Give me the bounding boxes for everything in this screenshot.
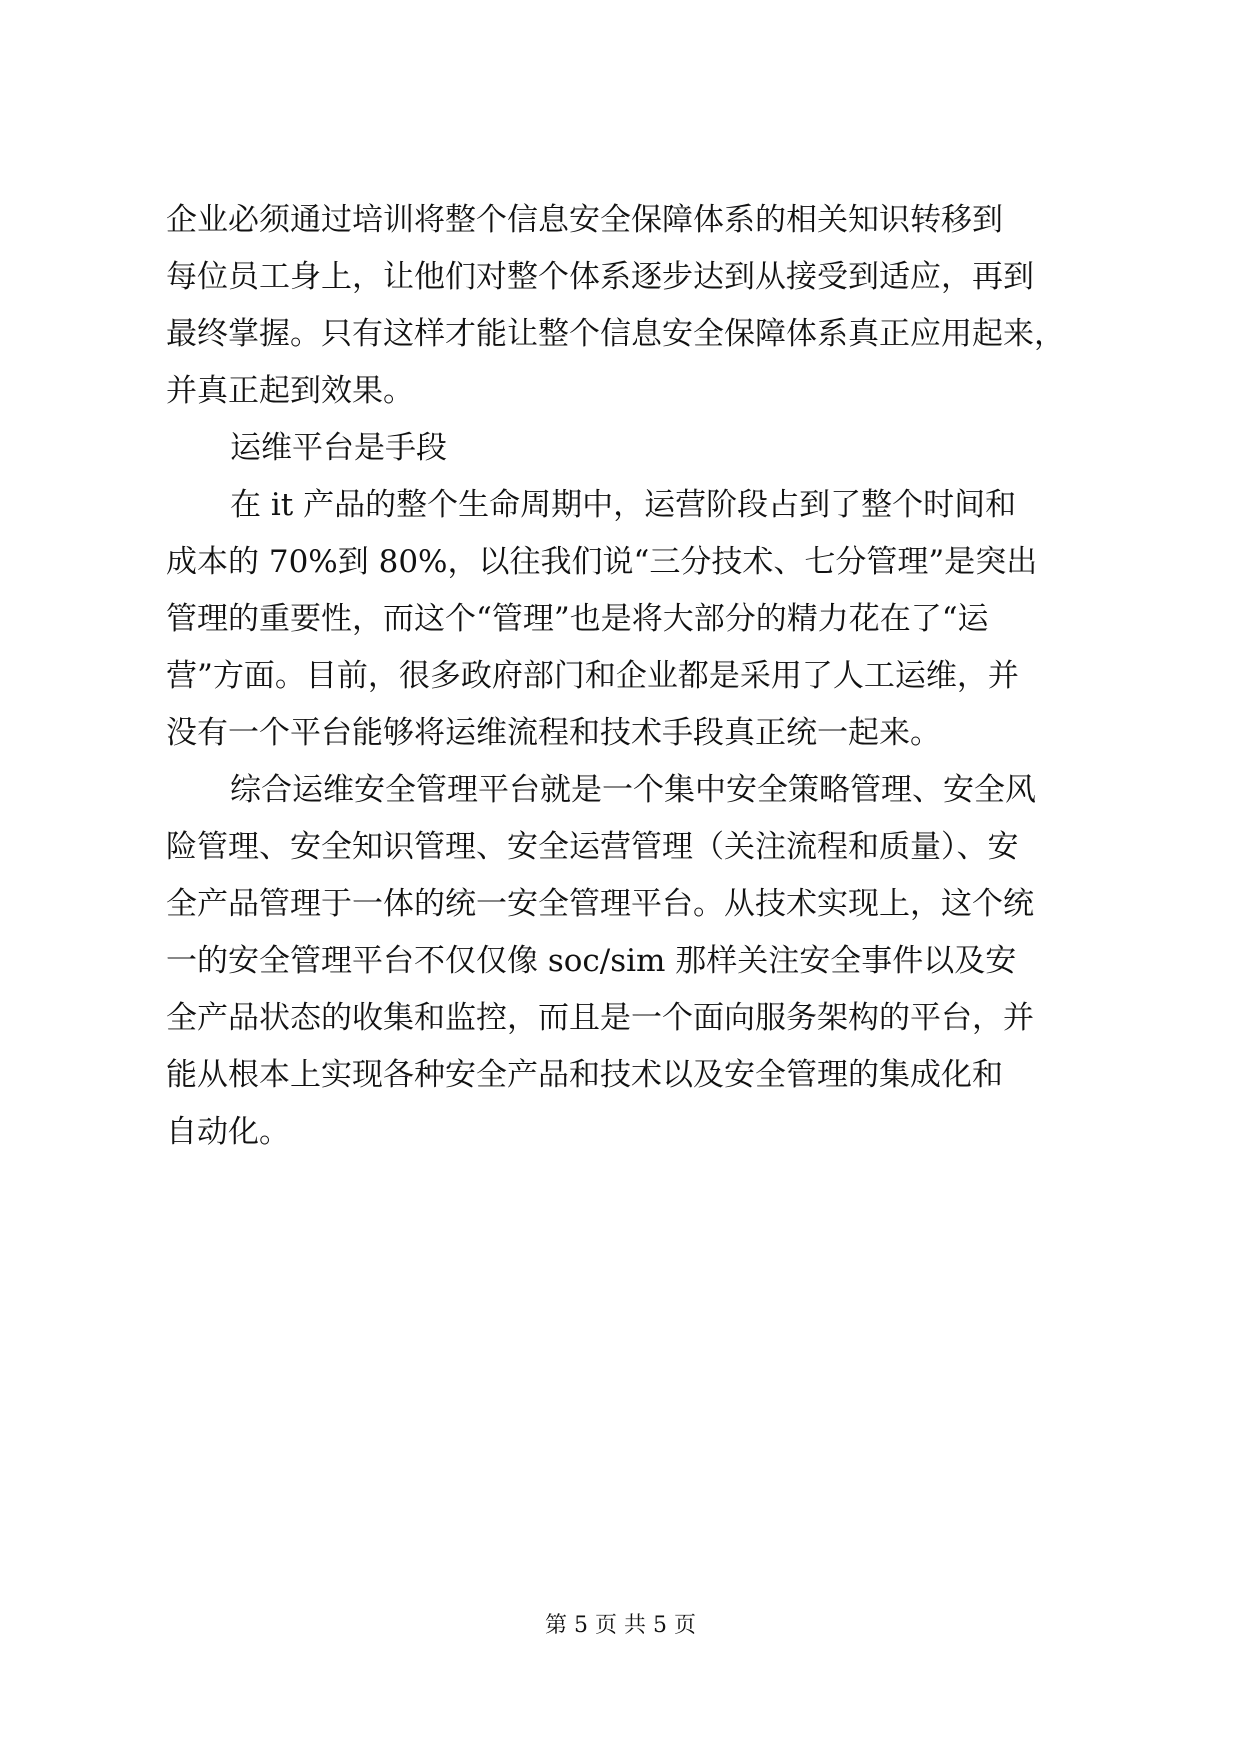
text-line: 每位员工身上，让他们对整个体系逐步达到从接受到适应，再到: [166, 259, 1034, 295]
text-line: 成本的 70%到 80%，以往我们说“三分技术、七分管理”是突出: [166, 544, 1038, 580]
text-line: 企业必须通过培训将整个信息安全保障体系的相关知识转移到: [166, 202, 1003, 238]
section-heading: 运维平台是手段: [230, 430, 447, 466]
text-line: 管理的重要性，而这个“管理”也是将大部分的精力花在了“运: [166, 601, 989, 637]
text-line: 全产品状态的收集和监控，而且是一个面向服务架构的平台，并: [166, 1000, 1034, 1036]
text-line: 最终掌握。只有这样才能让整个信息安全保障体系真正应用起来，: [166, 316, 1065, 352]
text-line: 险管理、安全知识管理、安全运营管理（关注流程和质量）、安: [166, 829, 1019, 865]
text-line: 一的安全管理平台不仅仅像 soc/sim 那样关注安全事件以及安: [166, 943, 1017, 979]
text-line: 营”方面。目前，很多政府部门和企业都是采用了人工运维，并: [166, 658, 1019, 694]
text-line: 并真正起到效果。: [166, 373, 414, 409]
page-number-footer: 第 5 页 共 5 页: [545, 1613, 696, 1638]
text-line: 自动化。: [166, 1114, 290, 1150]
text-line: 没有一个平台能够将运维流程和技术手段真正统一起来。: [166, 715, 941, 751]
text-line: 能从根本上实现各种安全产品和技术以及安全管理的集成化和: [166, 1057, 1003, 1093]
text-line: 全产品管理于一体的统一安全管理平台。从技术实现上，这个统: [166, 886, 1034, 922]
text-line: 在 it 产品的整个生命周期中，运营阶段占到了整个时间和: [230, 487, 1017, 523]
text-line: 综合运维安全管理平台就是一个集中安全策略管理、安全风: [230, 772, 1036, 808]
